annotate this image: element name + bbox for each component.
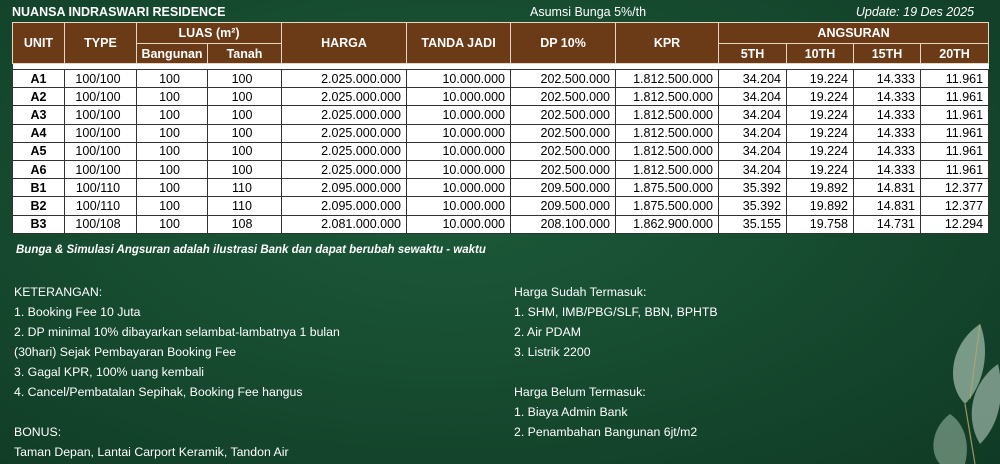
cell-unit: A1 — [13, 70, 65, 88]
header-tanah: Tanah — [208, 44, 282, 64]
cell-bangunan: 100 — [137, 70, 208, 88]
table-row — [13, 197, 989, 215]
disclaimer: Bunga & Simulasi Angsuran adalah ilustrasi Bank dan dapat berubah sewaktu - waktu — [16, 244, 486, 256]
table-row — [13, 160, 989, 178]
cell-angsuran-5th: 35.392 — [719, 197, 787, 215]
cell-angsuran-20th: 11.961 — [921, 88, 989, 106]
cell-angsuran-10th: 19.758 — [787, 215, 854, 233]
cell-unit: B1 — [13, 179, 65, 197]
cell-dp: 208.100.000 — [511, 215, 616, 233]
keterangan-item: (30hari) Sejak Pembayaran Booking Fee — [14, 345, 237, 359]
belum-termasuk-item: 2. Penambahan Bangunan 6jt/m2 — [514, 425, 698, 439]
cell-tanah: 108 — [208, 215, 282, 233]
info-left-column — [14, 282, 340, 462]
cell-kpr: 1.812.500.000 — [616, 124, 719, 142]
cell-tanda-jadi: 10.000.000 — [407, 88, 511, 106]
table-row — [13, 106, 989, 124]
cell-tanda-jadi: 10.000.000 — [407, 160, 511, 178]
cell-angsuran-15th: 14.333 — [854, 88, 921, 106]
header-unit: UNIT — [13, 23, 65, 64]
cell-kpr: 1.812.500.000 — [616, 70, 719, 88]
cell-tanah: 100 — [208, 70, 282, 88]
keterangan-item: 2. DP minimal 10% dibayarkan selambat-lambatnya 1 bulan — [14, 325, 340, 339]
cell-type: 100/100 — [65, 124, 137, 142]
cell-angsuran-10th: 19.224 — [787, 142, 854, 160]
cell-angsuran-5th: 35.155 — [719, 215, 787, 233]
cell-angsuran-5th: 34.204 — [719, 88, 787, 106]
cell-bangunan: 100 — [137, 215, 208, 233]
belum-termasuk-item: 1. Biaya Admin Bank — [514, 405, 628, 419]
cell-angsuran-15th: 14.831 — [854, 179, 921, 197]
table-row — [13, 88, 989, 106]
cell-angsuran-5th: 34.204 — [719, 142, 787, 160]
cell-angsuran-20th: 11.961 — [921, 70, 989, 88]
cell-angsuran-5th: 34.204 — [719, 70, 787, 88]
cell-harga: 2.025.000.000 — [282, 106, 407, 124]
cell-angsuran-10th: 19.224 — [787, 124, 854, 142]
cell-tanah: 100 — [208, 142, 282, 160]
cell-tanah: 110 — [208, 197, 282, 215]
cell-type: 100/100 — [65, 160, 137, 178]
table-row — [13, 179, 989, 197]
cell-harga: 2.095.000.000 — [282, 197, 407, 215]
cell-type: 100/100 — [65, 142, 137, 160]
cell-tanda-jadi: 10.000.000 — [407, 179, 511, 197]
bonus-text: Taman Depan, Lantai Carport Keramik, Tandon Air — [14, 445, 289, 459]
cell-unit: A3 — [13, 106, 65, 124]
cell-angsuran-10th: 19.224 — [787, 88, 854, 106]
cell-kpr: 1.812.500.000 — [616, 106, 719, 124]
leaf-decoration-icon — [910, 304, 1000, 464]
cell-angsuran-10th: 19.224 — [787, 160, 854, 178]
keterangan-title: KETERANGAN: — [14, 285, 103, 299]
interest-assumption: Asumsi Bunga 5%/th — [530, 5, 647, 19]
cell-bangunan: 100 — [137, 106, 208, 124]
header-20th: 20TH — [921, 44, 989, 64]
price-table-body — [13, 64, 989, 234]
cell-angsuran-20th: 11.961 — [921, 124, 989, 142]
cell-angsuran-10th: 19.892 — [787, 197, 854, 215]
cell-kpr: 1.875.500.000 — [616, 197, 719, 215]
cell-unit: B3 — [13, 215, 65, 233]
bonus-title: BONUS: — [14, 425, 62, 439]
table-row — [13, 70, 989, 88]
header-5th: 5TH — [719, 44, 787, 64]
cell-angsuran-20th: 12.377 — [921, 179, 989, 197]
cell-harga: 2.025.000.000 — [282, 70, 407, 88]
cell-bangunan: 100 — [137, 124, 208, 142]
header-tanda-jadi: TANDA JADI — [407, 23, 511, 64]
cell-dp: 209.500.000 — [511, 197, 616, 215]
cell-angsuran-10th: 19.224 — [787, 70, 854, 88]
cell-bangunan: 100 — [137, 160, 208, 178]
cell-kpr: 1.812.500.000 — [616, 142, 719, 160]
header-dp: DP 10% — [511, 23, 616, 64]
cell-bangunan: 100 — [137, 88, 208, 106]
keterangan-item: 3. Gagal KPR, 100% uang kembali — [14, 365, 205, 379]
cell-angsuran-15th: 14.333 — [854, 124, 921, 142]
cell-dp: 202.500.000 — [511, 160, 616, 178]
cell-angsuran-15th: 14.831 — [854, 197, 921, 215]
cell-type: 100/110 — [65, 179, 137, 197]
header-kpr: KPR — [616, 23, 719, 64]
cell-angsuran-20th: 11.961 — [921, 160, 989, 178]
cell-unit: B2 — [13, 197, 65, 215]
cell-tanda-jadi: 10.000.000 — [407, 197, 511, 215]
cell-dp: 202.500.000 — [511, 70, 616, 88]
cell-angsuran-10th: 19.892 — [787, 179, 854, 197]
cell-angsuran-5th: 34.204 — [719, 124, 787, 142]
project-title: NUANSA INDRASWARI RESIDENCE — [12, 5, 226, 19]
cell-harga: 2.025.000.000 — [282, 88, 407, 106]
cell-dp: 202.500.000 — [511, 88, 616, 106]
termasuk-item: 3. Listrik 2200 — [514, 345, 591, 359]
table-row — [13, 142, 989, 160]
update-date: Update: 19 Des 2025 — [855, 5, 974, 19]
cell-bangunan: 100 — [137, 179, 208, 197]
header-bangunan: Bangunan — [137, 44, 208, 64]
cell-tanda-jadi: 10.000.000 — [407, 124, 511, 142]
header-type: TYPE — [65, 23, 137, 64]
cell-unit: A5 — [13, 142, 65, 160]
price-table — [12, 22, 989, 234]
cell-angsuran-20th: 12.294 — [921, 215, 989, 233]
cell-angsuran-20th: 12.377 — [921, 197, 989, 215]
cell-tanda-jadi: 10.000.000 — [407, 215, 511, 233]
keterangan-item: 4. Cancel/Pembatalan Sepihak, Booking Fee hangus — [14, 385, 303, 399]
cell-kpr: 1.812.500.000 — [616, 160, 719, 178]
header-luas: LUAS (m²) — [137, 23, 282, 44]
cell-type: 100/100 — [65, 88, 137, 106]
cell-angsuran-15th: 14.731 — [854, 215, 921, 233]
cell-kpr: 1.862.900.000 — [616, 215, 719, 233]
cell-angsuran-5th: 35.392 — [719, 179, 787, 197]
header-harga: HARGA — [282, 23, 407, 64]
cell-tanda-jadi: 10.000.000 — [407, 70, 511, 88]
header-15th: 15TH — [854, 44, 921, 64]
cell-angsuran-15th: 14.333 — [854, 142, 921, 160]
cell-kpr: 1.812.500.000 — [616, 88, 719, 106]
cell-type: 100/108 — [65, 215, 137, 233]
cell-angsuran-20th: 11.961 — [921, 142, 989, 160]
cell-harga: 2.081.000.000 — [282, 215, 407, 233]
top-bar — [12, 3, 988, 21]
cell-dp: 202.500.000 — [511, 124, 616, 142]
table-row — [13, 215, 989, 233]
cell-bangunan: 100 — [137, 142, 208, 160]
cell-harga: 2.095.000.000 — [282, 179, 407, 197]
cell-dp: 202.500.000 — [511, 106, 616, 124]
cell-harga: 2.025.000.000 — [282, 160, 407, 178]
cell-tanah: 100 — [208, 106, 282, 124]
cell-angsuran-10th: 19.224 — [787, 106, 854, 124]
cell-angsuran-5th: 34.204 — [719, 106, 787, 124]
header-10th: 10TH — [787, 44, 854, 64]
termasuk-item: 2. Air PDAM — [514, 325, 581, 339]
cell-type: 100/110 — [65, 197, 137, 215]
termasuk-item: 1. SHM, IMB/PBG/SLF, BBN, BPHTB — [514, 305, 718, 319]
cell-tanda-jadi: 10.000.000 — [407, 142, 511, 160]
cell-tanah: 100 — [208, 124, 282, 142]
cell-tanah: 100 — [208, 160, 282, 178]
cell-unit: A6 — [13, 160, 65, 178]
cell-angsuran-15th: 14.333 — [854, 160, 921, 178]
cell-kpr: 1.875.500.000 — [616, 179, 719, 197]
cell-angsuran-5th: 34.204 — [719, 160, 787, 178]
info-right-column — [514, 282, 718, 442]
cell-harga: 2.025.000.000 — [282, 124, 407, 142]
cell-unit: A4 — [13, 124, 65, 142]
cell-tanah: 110 — [208, 179, 282, 197]
keterangan-item: 1. Booking Fee 10 Juta — [14, 305, 141, 319]
cell-bangunan: 100 — [137, 197, 208, 215]
cell-tanah: 100 — [208, 88, 282, 106]
cell-angsuran-15th: 14.333 — [854, 70, 921, 88]
cell-harga: 2.025.000.000 — [282, 142, 407, 160]
table-row — [13, 124, 989, 142]
cell-tanda-jadi: 10.000.000 — [407, 106, 511, 124]
cell-dp: 209.500.000 — [511, 179, 616, 197]
cell-unit: A2 — [13, 88, 65, 106]
header-angsuran: ANGSURAN — [719, 23, 989, 44]
belum-termasuk-title: Harga Belum Termasuk: — [514, 385, 646, 399]
cell-angsuran-15th: 14.333 — [854, 106, 921, 124]
termasuk-title: Harga Sudah Termasuk: — [514, 285, 647, 299]
cell-type: 100/100 — [65, 70, 137, 88]
cell-type: 100/100 — [65, 106, 137, 124]
cell-angsuran-20th: 11.961 — [921, 106, 989, 124]
cell-dp: 202.500.000 — [511, 142, 616, 160]
